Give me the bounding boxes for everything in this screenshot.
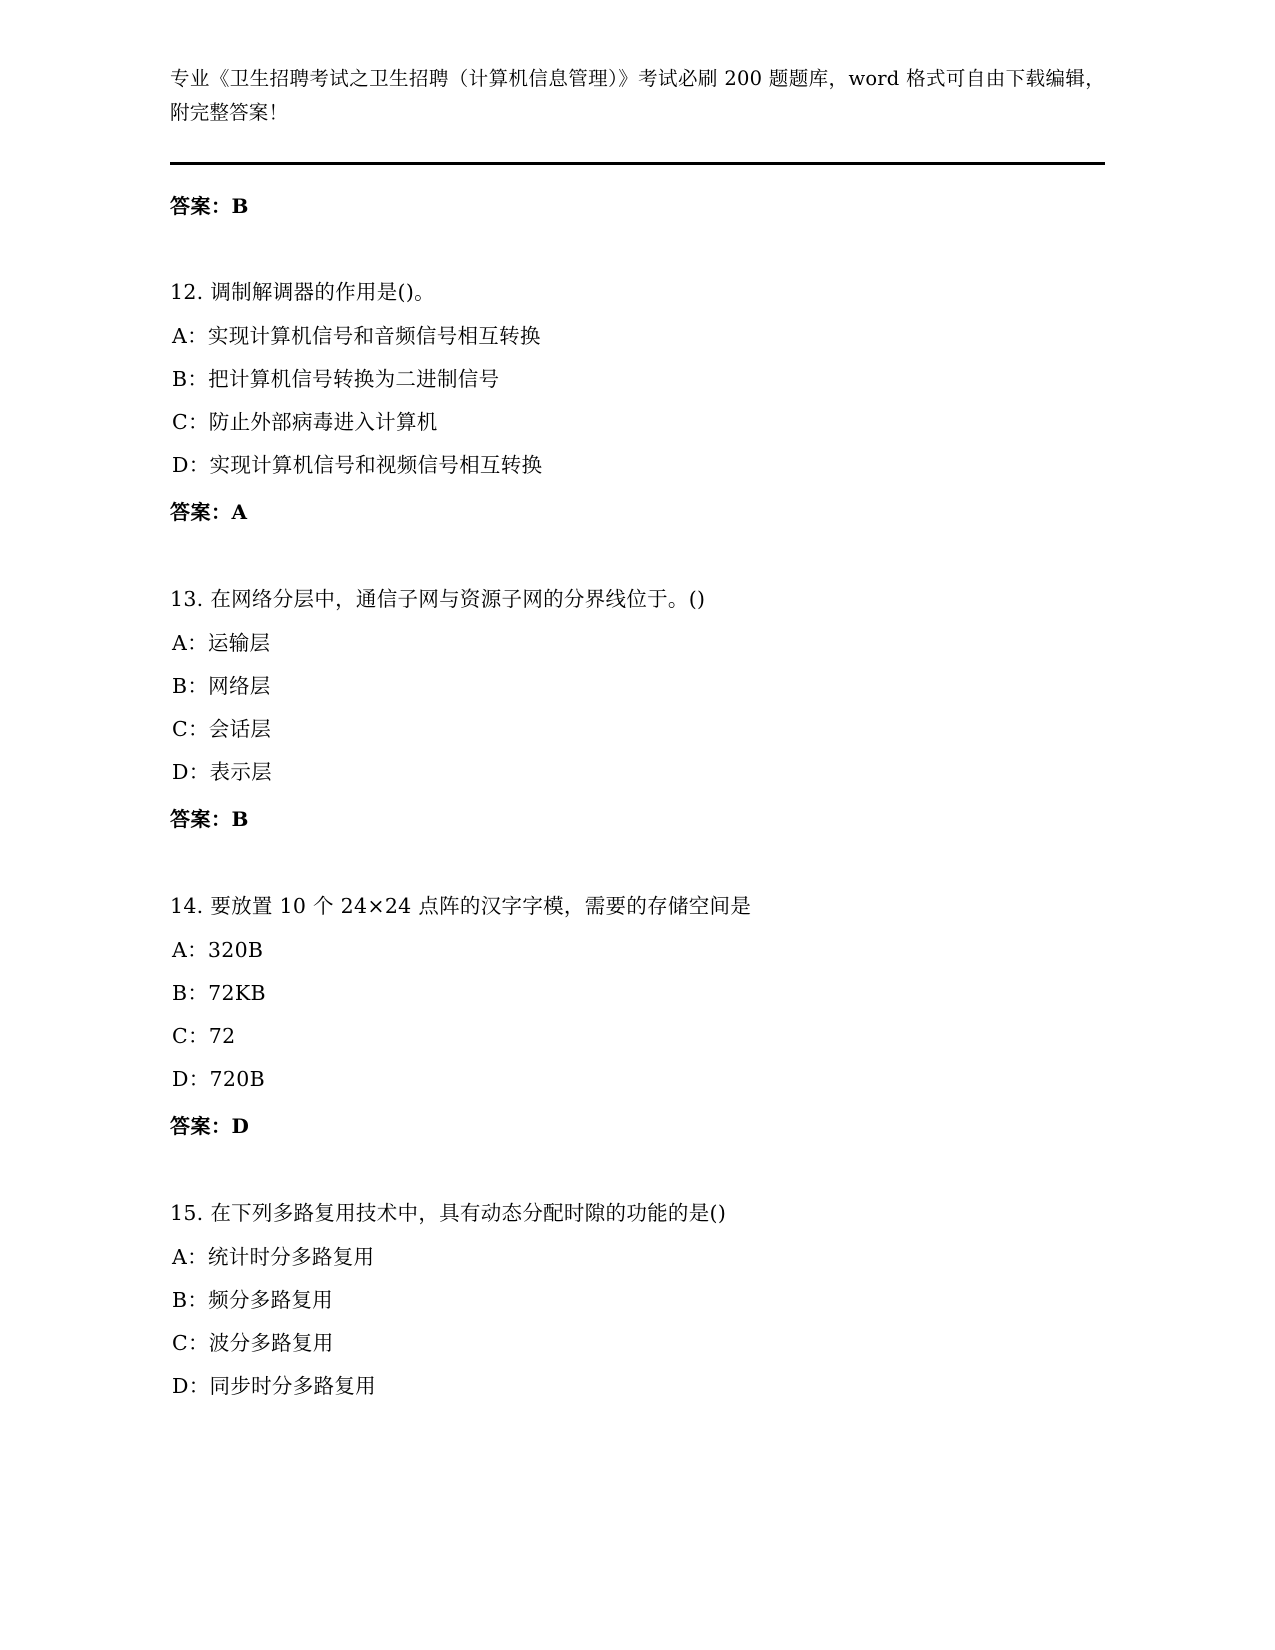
- question-stem: 12. 调制解调器的作用是()。: [170, 280, 435, 304]
- question-block: [170, 582, 1105, 835]
- question-stem: 13. 在网络分层中，通信子网与资源子网的分界线位于。(): [170, 587, 706, 611]
- question-block: [170, 275, 1105, 528]
- question-option: B：频分多路复用: [172, 1288, 333, 1312]
- question-option: A：实现计算机信号和音频信号相互转换: [172, 324, 541, 348]
- question-option: C：防止外部病毒进入计算机: [172, 410, 438, 434]
- question-option: C：波分多路复用: [172, 1331, 334, 1355]
- question-answer: 答案：A: [170, 500, 248, 524]
- question-block: [170, 889, 1105, 1142]
- question-option: D：实现计算机信号和视频信号相互转换: [172, 453, 543, 477]
- question-option: D：720B: [172, 1067, 265, 1091]
- document-body: [170, 165, 1105, 1403]
- question-option: B：网络层: [172, 674, 271, 698]
- carryover-answer: 答案：B: [170, 194, 249, 218]
- question-option: D：表示层: [172, 760, 272, 784]
- question-stem: 15. 在下列多路复用技术中，具有动态分配时隙的功能的是(): [170, 1201, 727, 1225]
- question-answer: 答案：D: [170, 1114, 250, 1138]
- question-option: A：320B: [172, 938, 264, 962]
- question-option: C：会话层: [172, 717, 272, 741]
- question-option: D：同步时分多路复用: [172, 1374, 376, 1398]
- question-option: B：把计算机信号转换为二进制信号: [172, 367, 500, 391]
- question-option: C：72: [172, 1024, 236, 1048]
- question-stem: 14. 要放置 10 个 24×24 点阵的汉字字模，需要的存储空间是: [170, 894, 752, 918]
- question-block: [170, 1196, 1105, 1403]
- question-option: A：统计时分多路复用: [172, 1245, 375, 1269]
- page-header: 专业《卫生招聘考试之卫生招聘（计算机信息管理）》考试必刷 200 题题库，word 格式可自由下载编辑，附完整答案！: [170, 67, 1105, 124]
- question-answer: 答案：B: [170, 807, 249, 831]
- question-option: B：72KB: [172, 981, 266, 1005]
- question-option: A：运输层: [172, 631, 271, 655]
